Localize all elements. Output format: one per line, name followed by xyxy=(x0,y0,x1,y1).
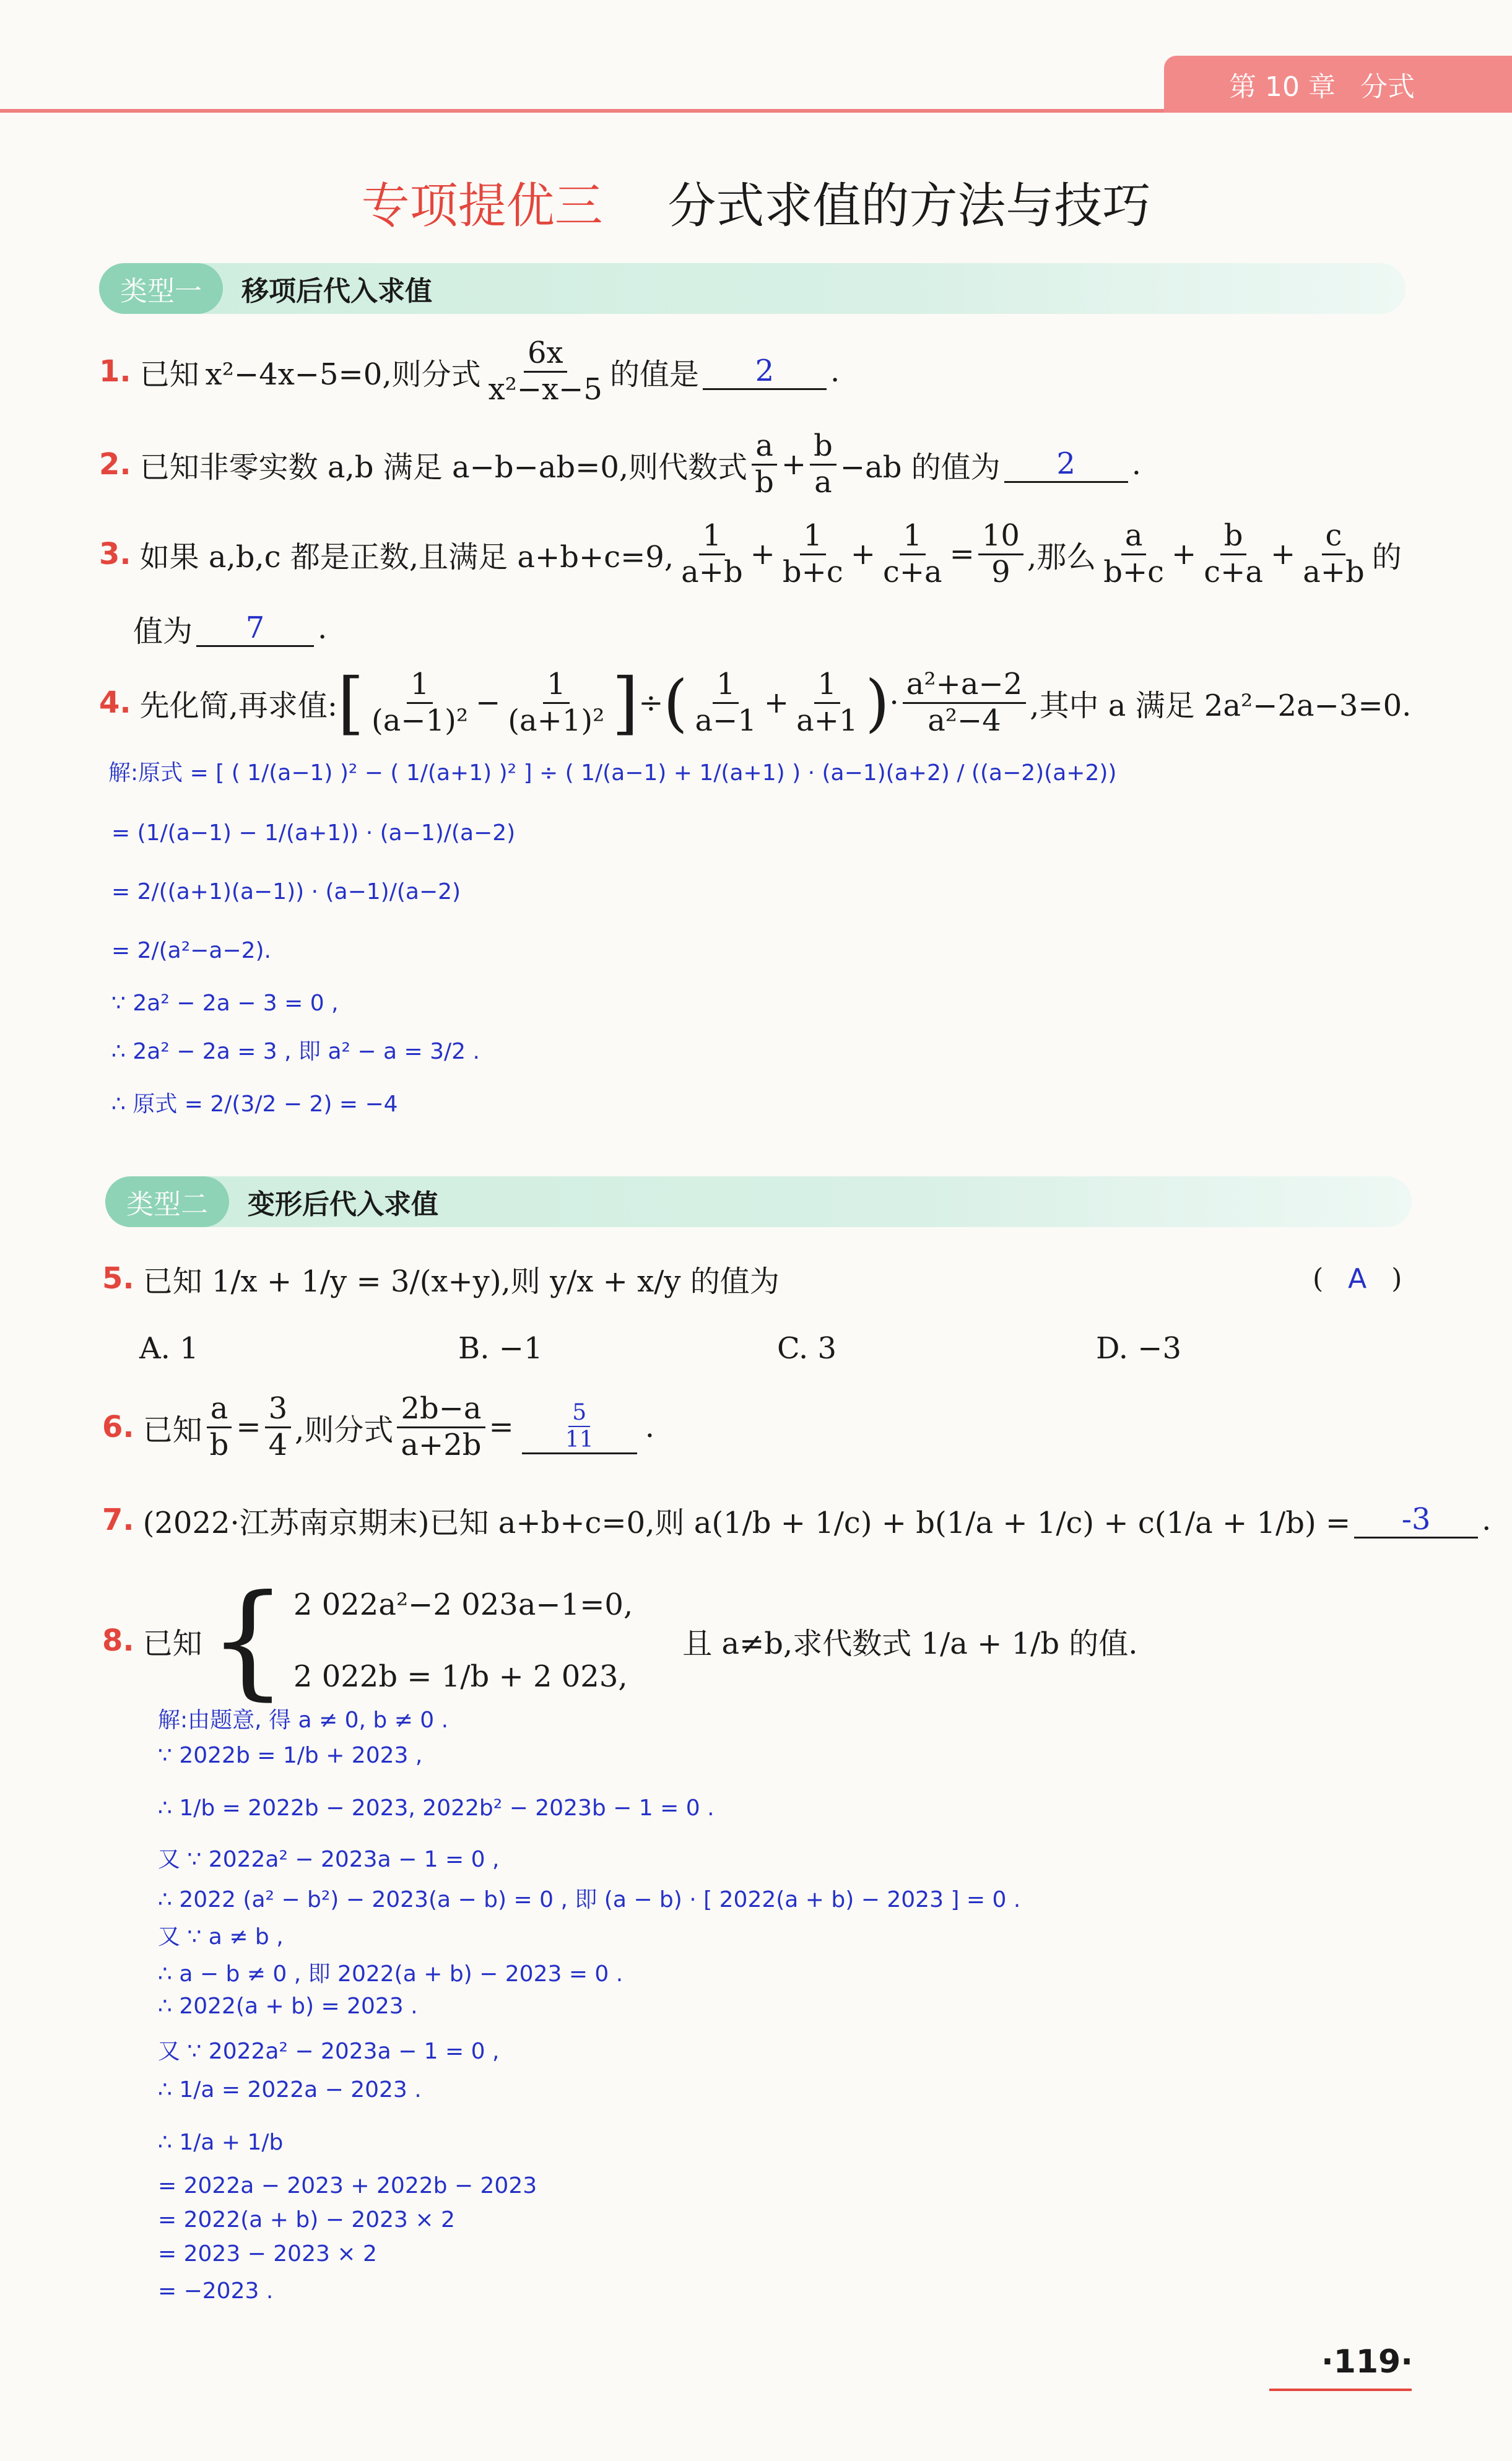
question-number: 6. xyxy=(102,1410,134,1444)
question-5 xyxy=(102,1244,780,1313)
option-a: A. 1 xyxy=(139,1331,199,1366)
system-brace: { xyxy=(208,1568,287,1712)
q4-f3 xyxy=(692,667,760,737)
solution-8-line: 又 ∵ 2022a² − 2023a − 1 = 0 , xyxy=(158,2039,500,2064)
q3-end: . xyxy=(318,611,328,646)
q7-text: (2022·江苏南京期末)已知 a+b+c=0,则 a(1/b + 1/c) + b(1/a + 1/c) + c(1/a + 1/b) = xyxy=(142,1505,1351,1540)
paren-left: ( xyxy=(663,666,688,739)
answer-blank: 2 xyxy=(1004,446,1128,483)
denominator: a+b xyxy=(1303,554,1365,589)
solution-4-line-2: = (1/(a−1) − 1/(a+1)) · (a−1)/(a−2) xyxy=(111,820,516,846)
denominator: a²−4 xyxy=(928,703,1001,738)
q8-system xyxy=(293,1587,633,1694)
q5-answer: A xyxy=(1348,1262,1367,1295)
question-number: 5. xyxy=(102,1261,134,1296)
question-number: 1. xyxy=(99,354,131,389)
q3-g2 xyxy=(1200,519,1267,589)
q6-f3 xyxy=(397,1392,485,1462)
q1-pre: 已知 xyxy=(139,357,199,392)
question-3-line2 xyxy=(133,607,327,650)
q8-eq2: 2 022b = 1/b + 2 023, xyxy=(293,1659,628,1694)
solution-4-line-3: = 2/((a+1)(a−1)) · (a−1)/(a−2) xyxy=(111,879,461,905)
plus: + xyxy=(781,447,807,482)
numerator: b xyxy=(810,429,836,465)
q8-tail: 且 a≠b,求代数式 1/a + 1/b 的值. xyxy=(682,1626,1138,1661)
solution-8-line: ∴ 1/a = 2022a − 2023 . xyxy=(158,2077,422,2103)
section-tag: 类型二 xyxy=(105,1176,229,1227)
solution-4-line-4: = 2/(a²−a−2). xyxy=(111,938,271,963)
denominator: 4 xyxy=(268,1427,288,1462)
q4-f5 xyxy=(903,667,1026,737)
question-2 xyxy=(99,427,1141,501)
solution-8-line: ∴ 1/b = 2022b − 2023, 2022b² − 2023b − 1 = 0 . xyxy=(158,1795,715,1821)
solution-8-line: ∴ 2022 (a² − b²) − 2023(a − b) = 0 , 即 (a − b) · [ 2022(a + b) − 2023 ] = 0 . xyxy=(158,1887,1021,1912)
q3-f2 xyxy=(779,519,847,589)
denominator: a xyxy=(814,464,832,500)
section-header-1 xyxy=(99,263,1406,314)
question-1 xyxy=(99,337,840,406)
q2-tail: −ab 的值为 xyxy=(840,449,1001,485)
numerator: 2b−a xyxy=(397,1392,485,1428)
denominator: a+2b xyxy=(401,1427,482,1462)
page-number: ·119· xyxy=(1321,2343,1413,2381)
q4-text: 先化简,再求值: xyxy=(139,688,338,723)
question-number: 7. xyxy=(102,1503,134,1537)
q2-text: 已知非零实数 a,b 满足 a−b−ab=0,则代数式 xyxy=(139,449,748,485)
numerator: 1 xyxy=(543,667,570,703)
numerator: a xyxy=(207,1392,232,1428)
denominator: b+c xyxy=(1103,554,1165,589)
denominator: (a+1)² xyxy=(508,703,605,738)
q6-mid: ,则分式 xyxy=(295,1412,394,1448)
dot: · xyxy=(889,685,899,720)
section-tag: 类型一 xyxy=(99,263,223,314)
solution-8-line: 又 ∵ a ≠ b , xyxy=(158,1924,284,1950)
numerator: 10 xyxy=(978,519,1023,555)
solution-4-line-7: ∴ 原式 = 2/(3/2 − 2) = −4 xyxy=(111,1092,398,1117)
q3-f1 xyxy=(677,519,747,589)
q6-f1 xyxy=(206,1392,233,1462)
solution-8-line: = 2022(a + b) − 2023 × 2 xyxy=(158,2207,455,2233)
sol-prefix: 解:原式 = xyxy=(108,760,209,786)
question-number: 4. xyxy=(99,685,131,720)
question-number: 2. xyxy=(99,447,131,482)
q1-fraction xyxy=(485,336,606,406)
numerator: 3 xyxy=(265,1392,292,1428)
numerator: 1 xyxy=(814,667,841,703)
equals: = xyxy=(489,1410,514,1444)
q3-f3 xyxy=(879,519,946,589)
denominator: a−1 xyxy=(695,703,757,738)
answer-blank: -3 xyxy=(1354,1502,1478,1539)
bracket-left: [ xyxy=(337,663,364,742)
q6-f2 xyxy=(265,1392,292,1462)
q4-f2 xyxy=(504,667,608,737)
q6-end: . xyxy=(645,1410,655,1444)
q1-condition: x²−4x−5=0,则分式 xyxy=(205,357,481,392)
q2-fraction-2 xyxy=(810,429,836,499)
q2-fraction-1 xyxy=(751,429,778,499)
q1-post: 的值是 xyxy=(609,357,699,392)
paren-left: ( xyxy=(1313,1262,1324,1295)
denominator: b xyxy=(209,1427,229,1462)
minus: − xyxy=(476,685,501,720)
solution-4-line-1 xyxy=(108,755,1116,787)
denominator: b xyxy=(755,464,774,500)
denominator: b+c xyxy=(782,554,843,589)
equals: = xyxy=(949,537,975,571)
q3-mid: ,那么 xyxy=(1027,539,1097,575)
option-c: C. 3 xyxy=(777,1331,837,1366)
chapter-title: 分式 xyxy=(1360,71,1415,103)
answer-blank xyxy=(518,1400,641,1454)
solution-8-line: 解:由题意, 得 a ≠ 0, b ≠ 0 . xyxy=(158,1708,449,1733)
answer-blank: 2 xyxy=(703,354,827,390)
q1-end: . xyxy=(830,354,840,389)
title-prefix: 专项提优三 xyxy=(361,178,603,234)
q7-end: . xyxy=(1482,1503,1492,1537)
solution-8-line: ∴ 1/a + 1/b xyxy=(158,2130,284,2155)
solution-8-line: ∴ 2022(a + b) = 2023 . xyxy=(158,1994,418,2019)
q3-tail: 的 xyxy=(1371,539,1402,575)
title-main: 分式求值的方法与技巧 xyxy=(667,178,1151,234)
section-label: 移项后代入求值 xyxy=(241,276,432,307)
denominator: (a−1)² xyxy=(371,703,469,738)
denominator: 11 xyxy=(522,1427,637,1454)
question-3: 3. 如果 a,b,c 都是正数,且满足 a+b+c=9, $\frac{1}{a+b}$ + $\frac{1}{b+c}$ + $\frac{1}{c+a}$ = $\frac{10}{9}$ ,那么 $\frac{a}{b+c}$ + $\frac{b}{c+a}$ + $\frac{c}{a+b}$ 的 xyxy=(99,518,1402,589)
numerator: 5 xyxy=(568,1400,590,1426)
denominator: x²−x−5 xyxy=(488,371,602,407)
section-label: 变形后代入求值 xyxy=(248,1189,438,1220)
question-number: 3. xyxy=(99,537,131,571)
section-header-2 xyxy=(105,1176,1412,1227)
numerator: 6x xyxy=(524,336,567,372)
bracket-right: ] xyxy=(612,663,639,742)
q4-f4 xyxy=(793,667,861,737)
solution-8-line: = −2023 . xyxy=(158,2278,274,2304)
chapter-tab xyxy=(1164,56,1512,113)
question-4: 4. 先化简,再求值: [ $\frac{1}{\text{(a−1)²}}$ − $\frac{1}{\text{(a+1)²}}$ ] ÷ ( $\frac{1}{a-1}$ + $\frac{1}{a+1}$ ) · $\frac{\text{a²+a−2}}{\text{a²−4}}$ ,其中 a 满足 2a²−2a−3=0. xyxy=(99,663,1412,742)
chapter-number: 第 10 章 xyxy=(1229,71,1336,103)
question-7 xyxy=(102,1483,1491,1557)
paren-right: ) xyxy=(1391,1262,1402,1295)
solution-8-line: ∵ 2022b = 1/b + 2023 , xyxy=(158,1743,423,1768)
paren-right: ) xyxy=(865,666,890,739)
option-b: B. −1 xyxy=(458,1331,543,1366)
q6-pre: 已知 xyxy=(142,1412,202,1448)
denominator: a+1 xyxy=(796,703,858,738)
q3-line2: 值为 xyxy=(133,614,193,649)
q8-pre: 已知 xyxy=(142,1626,202,1661)
q8-eq1: 2 022a²−2 023a−1=0, xyxy=(293,1587,633,1622)
denominator: 9 xyxy=(991,554,1010,589)
numerator: 1 xyxy=(800,519,827,555)
solution-8-line: = 2022a − 2023 + 2022b − 2023 xyxy=(158,2173,537,2198)
q3-g3 xyxy=(1299,519,1368,589)
q6-answer xyxy=(522,1400,637,1454)
divide: ÷ xyxy=(638,685,664,720)
q5-text: 已知 1/x + 1/y = 3/(x+y),则 y/x + x/y 的值为 xyxy=(142,1264,780,1299)
solution-8-line: ∴ a − b ≠ 0 , 即 2022(a + b) − 2023 = 0 . xyxy=(158,1961,623,1987)
page-number-rule xyxy=(1269,2389,1412,2391)
numerator: 1 xyxy=(900,519,926,555)
q3-g1 xyxy=(1100,519,1168,589)
q2-end: . xyxy=(1131,447,1141,482)
numerator: b xyxy=(1220,519,1247,555)
q5-answer-paren xyxy=(1313,1257,1402,1300)
solution-4-line-6: ∴ 2a² − 2a = 3 , 即 a² − a = 3/2 . xyxy=(111,1039,480,1064)
numerator: a xyxy=(752,429,777,465)
answer-blank: 7 xyxy=(196,610,314,647)
question-6 xyxy=(102,1390,654,1464)
denominator: c+a xyxy=(1204,554,1263,589)
q4-tail: ,其中 a 满足 2a²−2a−3=0. xyxy=(1030,688,1412,723)
numerator: a²+a−2 xyxy=(903,667,1026,703)
option-d: D. −3 xyxy=(1096,1331,1182,1366)
q3-rhs xyxy=(978,519,1023,589)
numerator: c xyxy=(1322,519,1346,555)
q3-text: 如果 a,b,c 都是正数,且满足 a+b+c=9, xyxy=(139,539,674,575)
page-title xyxy=(0,167,1512,237)
numerator: 1 xyxy=(713,667,739,703)
numerator: 1 xyxy=(699,519,726,555)
question-number: 8. xyxy=(102,1623,134,1658)
question-8 xyxy=(102,1569,1138,1712)
q4-f1 xyxy=(368,667,472,737)
solution-8-line: = 2023 − 2023 × 2 xyxy=(158,2241,377,2267)
denominator: c+a xyxy=(882,554,942,589)
sol-expr: [ ( 1/(a−1) )² − ( 1/(a+1) )² ] ÷ ( 1/(a−1) + 1/(a+1) ) · (a−1)(a+2) / ((a−2)(a+2)) xyxy=(215,760,1117,786)
solution-8-line: 又 ∵ 2022a² − 2023a − 1 = 0 , xyxy=(158,1847,500,1872)
solution-4-line-5: ∵ 2a² − 2a − 3 = 0 , xyxy=(111,991,339,1016)
numerator: 1 xyxy=(407,667,433,703)
equals: = xyxy=(236,1410,261,1444)
denominator: a+b xyxy=(681,554,743,589)
numerator: a xyxy=(1121,519,1147,555)
